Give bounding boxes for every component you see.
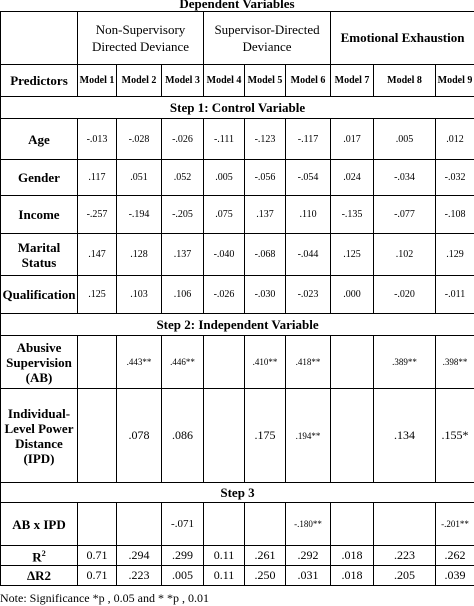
- row-label: $R^2$: [1, 546, 78, 566]
- value-cell: .294: [117, 546, 162, 566]
- value-cell: .250: [245, 566, 286, 586]
- value-cell: -.020: [374, 276, 436, 314]
- value-cell: .017: [331, 119, 374, 160]
- value-cell: .018: [331, 546, 374, 566]
- step-2-header: Step 2: Independent Variable: [1, 314, 474, 336]
- value-cell: [204, 336, 245, 389]
- value-cell: [204, 389, 245, 483]
- value-cell: .262: [436, 546, 474, 566]
- value-cell: .175: [245, 389, 286, 483]
- group-header-sdd: [204, 12, 331, 65]
- group-header-nsdd: [78, 12, 204, 65]
- table-row: [1, 196, 474, 234]
- value-cell: .078: [117, 389, 162, 483]
- value-cell: .205: [374, 566, 436, 586]
- value-cell: -.056: [245, 160, 286, 196]
- value-cell: .418**: [286, 336, 331, 389]
- table-row: [1, 276, 474, 314]
- value-cell: .223: [117, 566, 162, 586]
- value-cell: [331, 389, 374, 483]
- value-cell: -.026: [204, 276, 245, 314]
- value-cell: [374, 503, 436, 546]
- model-header: Model 6: [286, 65, 331, 97]
- value-cell: -.201**: [436, 503, 474, 546]
- value-cell: .031: [286, 566, 331, 586]
- row-label: AB x IPD: [1, 503, 78, 546]
- group-label-nsdd: Non-Supervisory Directed Deviance: [92, 22, 189, 54]
- value-cell: -.026: [162, 119, 204, 160]
- table-row: [1, 336, 474, 389]
- table-row: [1, 546, 474, 566]
- value-cell: .137: [245, 196, 286, 234]
- table-row: [1, 503, 474, 546]
- value-cell: .155*: [436, 389, 474, 483]
- row-label: ΔR2: [1, 566, 78, 586]
- model-header: Model 8: [374, 65, 436, 97]
- value-cell: [78, 389, 117, 483]
- value-cell: .110: [286, 196, 331, 234]
- step-1-header: Step 1: Control Variable: [1, 97, 474, 119]
- value-cell: .012: [436, 119, 474, 160]
- value-cell: -.257: [78, 196, 117, 234]
- row-label: Age: [1, 119, 78, 160]
- value-cell: .051: [117, 160, 162, 196]
- value-cell: -.030: [245, 276, 286, 314]
- value-cell: .137: [162, 234, 204, 276]
- group-header-ee: [331, 12, 474, 65]
- value-cell: .299: [162, 546, 204, 566]
- value-cell: .052: [162, 160, 204, 196]
- model-header-row: [1, 65, 474, 97]
- model-header: Model 5: [245, 65, 286, 97]
- value-cell: .102: [374, 234, 436, 276]
- value-cell: -.068: [245, 234, 286, 276]
- value-cell: .147: [78, 234, 117, 276]
- value-cell: -.054: [286, 160, 331, 196]
- row-label: Abusive Supervision (AB): [1, 336, 78, 389]
- value-cell: .223: [374, 546, 436, 566]
- value-cell: -.123: [245, 119, 286, 160]
- value-cell: .005: [162, 566, 204, 586]
- value-cell: .125: [78, 276, 117, 314]
- value-cell: -.180**: [286, 503, 331, 546]
- value-cell: .125: [331, 234, 374, 276]
- value-cell: .443**: [117, 336, 162, 389]
- value-cell: .292: [286, 546, 331, 566]
- value-cell: .194**: [286, 389, 331, 483]
- value-cell: .005: [374, 119, 436, 160]
- value-cell: -.194: [117, 196, 162, 234]
- value-cell: .075: [204, 196, 245, 234]
- value-cell: .410**: [245, 336, 286, 389]
- value-cell: .039: [436, 566, 474, 586]
- value-cell: -.077: [374, 196, 436, 234]
- value-cell: [204, 503, 245, 546]
- predictors-header: Predictors: [1, 65, 78, 97]
- value-cell: .134: [374, 389, 436, 483]
- model-header: Model 4: [204, 65, 245, 97]
- value-cell: [78, 336, 117, 389]
- value-cell: 0.11: [204, 566, 245, 586]
- value-cell: -.044: [286, 234, 331, 276]
- value-cell: -.013: [78, 119, 117, 160]
- value-cell: .103: [117, 276, 162, 314]
- value-cell: 0.11: [204, 546, 245, 566]
- regression-table: [0, 11, 474, 586]
- table-title: Dependent Variables: [0, 0, 474, 11]
- row-label: Gender: [1, 160, 78, 196]
- value-cell: .005: [204, 160, 245, 196]
- value-cell: 0.71: [78, 566, 117, 586]
- value-cell: .117: [78, 160, 117, 196]
- value-cell: .106: [162, 276, 204, 314]
- model-header: Model 2: [117, 65, 162, 97]
- value-cell: [78, 503, 117, 546]
- step-row: [1, 483, 474, 503]
- value-cell: .128: [117, 234, 162, 276]
- model-header: Model 3: [162, 65, 204, 97]
- value-cell: -.011: [436, 276, 474, 314]
- value-cell: [245, 503, 286, 546]
- value-cell: -.071: [162, 503, 204, 546]
- empty-corner-cell: [1, 12, 78, 65]
- step-row: [1, 314, 474, 336]
- value-cell: .129: [436, 234, 474, 276]
- table-row: [1, 566, 474, 586]
- value-cell: -.205: [162, 196, 204, 234]
- value-cell: .389**: [374, 336, 436, 389]
- value-cell: .398**: [436, 336, 474, 389]
- row-label: Income: [1, 196, 78, 234]
- table-row: [1, 234, 474, 276]
- value-cell: 0.71: [78, 546, 117, 566]
- group-header-row: [1, 12, 474, 65]
- value-cell: .000: [331, 276, 374, 314]
- model-header: Model 7: [331, 65, 374, 97]
- value-cell: .024: [331, 160, 374, 196]
- group-label-sdd: Supervisor-Directed Deviance: [214, 22, 319, 54]
- value-cell: -.117: [286, 119, 331, 160]
- row-label: Qualification: [1, 276, 78, 314]
- group-label-ee: Emotional Exhaustion: [341, 30, 465, 45]
- step-3-header: Step 3: [1, 483, 474, 503]
- value-cell: -.040: [204, 234, 245, 276]
- table-row: [1, 119, 474, 160]
- value-cell: -.034: [374, 160, 436, 196]
- table-row: [1, 160, 474, 196]
- value-cell: .018: [331, 566, 374, 586]
- value-cell: -.032: [436, 160, 474, 196]
- significance-note: Note: Significance *p , 0.05 and * *p , 0.01: [0, 591, 209, 606]
- value-cell: -.108: [436, 196, 474, 234]
- row-label: Marital Status: [1, 234, 78, 276]
- value-cell: -.111: [204, 119, 245, 160]
- model-header: Model 1: [78, 65, 117, 97]
- value-cell: .086: [162, 389, 204, 483]
- table-row: [1, 389, 474, 483]
- value-cell: -.135: [331, 196, 374, 234]
- value-cell: [117, 503, 162, 546]
- value-cell: [331, 336, 374, 389]
- value-cell: [331, 503, 374, 546]
- row-label: Individual-Level Power Distance (IPD): [1, 389, 78, 483]
- value-cell: .261: [245, 546, 286, 566]
- model-header: Model 9: [436, 65, 474, 97]
- value-cell: -.028: [117, 119, 162, 160]
- value-cell: -.023: [286, 276, 331, 314]
- value-cell: .446**: [162, 336, 204, 389]
- step-row: [1, 97, 474, 119]
